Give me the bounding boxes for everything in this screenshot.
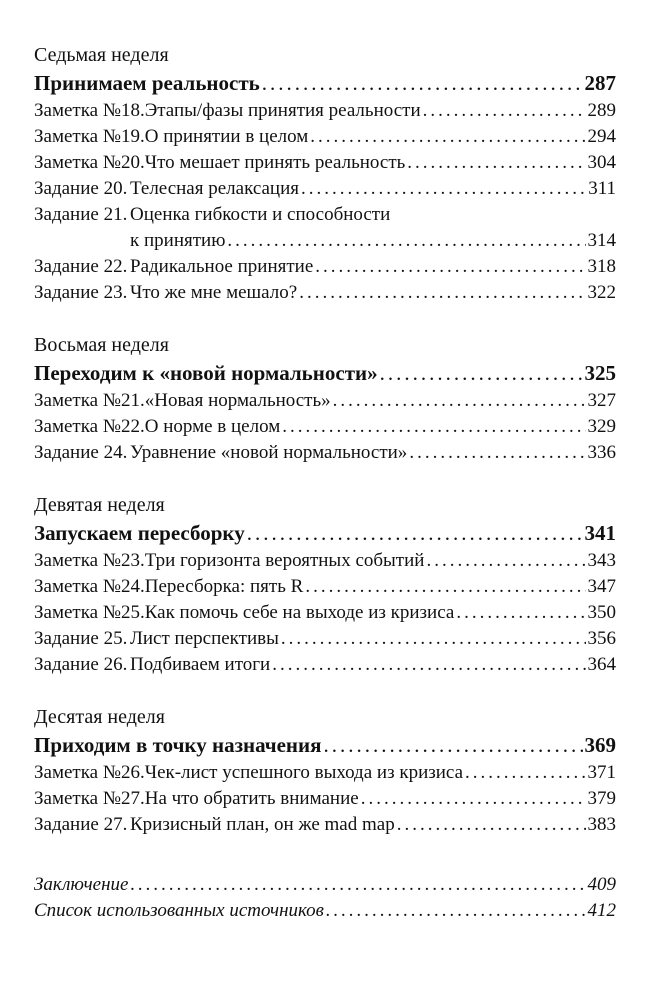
leader-dots bbox=[310, 124, 585, 150]
entry-title: «Новая нормальность» bbox=[144, 390, 331, 411]
week-label: Девятая неделя bbox=[34, 494, 165, 516]
entry-title: Лист перспективы bbox=[130, 628, 279, 649]
entry-title-continued: к принятию bbox=[130, 230, 226, 251]
page-number: 350 bbox=[587, 602, 616, 623]
toc-entry[interactable] bbox=[34, 280, 616, 306]
page-number: 329 bbox=[587, 416, 616, 437]
toc-entry[interactable] bbox=[34, 652, 616, 678]
page-number: 336 bbox=[587, 442, 616, 463]
page-number: 327 bbox=[587, 390, 616, 411]
entry-label: Заметка №23. bbox=[34, 550, 145, 571]
entry-label: Заметка №18. bbox=[34, 100, 145, 121]
leader-dots bbox=[423, 98, 586, 124]
entry-title: Телесная релаксация bbox=[130, 178, 300, 199]
toc-entry[interactable] bbox=[34, 574, 616, 600]
entry-label: Заметка №20. bbox=[34, 152, 145, 173]
page-number: 383 bbox=[587, 814, 616, 835]
leader-dots bbox=[301, 176, 586, 202]
entry-label: Задание 24. bbox=[34, 442, 128, 463]
page-number: 371 bbox=[587, 762, 616, 783]
page-number: 311 bbox=[588, 178, 616, 199]
leader-dots bbox=[333, 388, 586, 414]
leader-dots bbox=[247, 518, 583, 548]
toc-section-week-10 bbox=[34, 704, 616, 838]
entry-label: Заметка №26. bbox=[34, 762, 145, 783]
toc-entry[interactable] bbox=[34, 98, 616, 124]
entry-title: Заключение bbox=[34, 874, 129, 895]
entry-title: Этапы/фазы принятия реальности bbox=[144, 100, 421, 121]
page-number: 304 bbox=[587, 152, 616, 173]
chapter-title: Запускаем пересборку bbox=[34, 521, 245, 545]
entry-title: Подбиваем итоги bbox=[130, 654, 271, 675]
entry-label: Заметка №27. bbox=[34, 788, 145, 809]
page-number: 341 bbox=[584, 521, 616, 545]
leader-dots bbox=[272, 652, 585, 678]
week-label: Десятая неделя bbox=[34, 706, 165, 728]
toc-section-week-8 bbox=[34, 332, 616, 466]
entry-title: Как помочь себе на выходе из кризиса bbox=[144, 602, 455, 623]
leader-dots bbox=[409, 440, 585, 466]
entry-label: Задание 27. bbox=[34, 814, 128, 835]
page-number: 318 bbox=[587, 256, 616, 277]
toc-entry-references[interactable] bbox=[34, 898, 616, 924]
entry-title: Оценка гибкости и способности bbox=[130, 204, 391, 225]
toc-entry-conclusion[interactable] bbox=[34, 872, 616, 898]
toc-section-week-7 bbox=[34, 42, 616, 306]
page-number: 343 bbox=[587, 550, 616, 571]
page-number: 347 bbox=[587, 576, 616, 597]
page-number: 322 bbox=[587, 282, 616, 303]
toc-entry[interactable] bbox=[34, 812, 616, 838]
page-number: 294 bbox=[587, 126, 616, 147]
entry-title: Что же мне мешало? bbox=[130, 282, 298, 303]
toc-entry[interactable] bbox=[34, 388, 616, 414]
entry-title: Кризисный план, он же mad map bbox=[130, 814, 395, 835]
entry-label: Заметка №24. bbox=[34, 576, 145, 597]
page-number: 356 bbox=[587, 628, 616, 649]
leader-dots bbox=[227, 228, 585, 254]
toc-entry[interactable] bbox=[34, 202, 616, 228]
leader-dots bbox=[281, 626, 586, 652]
entry-label: Задание 26. bbox=[34, 654, 128, 675]
leader-dots bbox=[426, 548, 585, 574]
page-number: 289 bbox=[587, 100, 616, 121]
leader-dots bbox=[262, 68, 583, 98]
week-label: Восьмая неделя bbox=[34, 334, 169, 356]
entry-title: Три горизонта вероятных событий bbox=[144, 550, 425, 571]
toc-entry[interactable] bbox=[34, 176, 616, 202]
leader-dots bbox=[380, 358, 583, 388]
week-label: Седьмая неделя bbox=[34, 44, 169, 66]
entry-title: Пересборка: пять R bbox=[144, 576, 304, 597]
chapter-title: Принимаем реальность bbox=[34, 71, 260, 95]
page-number: 379 bbox=[587, 788, 616, 809]
page-number: 314 bbox=[587, 230, 616, 251]
toc-entry[interactable] bbox=[34, 786, 616, 812]
entry-title: Что мешает принять реальность bbox=[144, 152, 406, 173]
leader-dots bbox=[397, 812, 586, 838]
toc-end-matter bbox=[34, 872, 616, 924]
page-number: 409 bbox=[587, 874, 616, 895]
leader-dots bbox=[130, 872, 585, 898]
page-number: 364 bbox=[587, 654, 616, 675]
toc-entry[interactable] bbox=[34, 760, 616, 786]
page-number: 369 bbox=[584, 733, 616, 757]
entry-title: Чек-лист успешного выхода из кризиса bbox=[144, 762, 464, 783]
toc-entry[interactable] bbox=[34, 440, 616, 466]
entry-title: Радикальное принятие bbox=[130, 256, 314, 277]
toc-entry[interactable] bbox=[34, 626, 616, 652]
leader-dots bbox=[315, 254, 585, 280]
chapter-heading[interactable] bbox=[34, 730, 616, 760]
page-number: 325 bbox=[584, 361, 616, 385]
toc-entry[interactable] bbox=[34, 600, 616, 626]
toc-entry[interactable] bbox=[34, 548, 616, 574]
entry-title: Уравнение «новой нормальности» bbox=[130, 442, 408, 463]
leader-dots bbox=[282, 414, 585, 440]
entry-title: Список использованных источников bbox=[34, 900, 324, 921]
entry-label: Заметка №21. bbox=[34, 390, 145, 411]
chapter-heading[interactable] bbox=[34, 68, 616, 98]
leader-dots bbox=[299, 280, 585, 306]
leader-dots bbox=[465, 760, 585, 786]
chapter-title: Приходим в точку назначения bbox=[34, 733, 322, 757]
leader-dots bbox=[407, 150, 585, 176]
leader-dots bbox=[326, 898, 586, 924]
toc-entry[interactable] bbox=[34, 124, 616, 150]
leader-dots bbox=[361, 786, 586, 812]
page-number: 412 bbox=[587, 900, 616, 921]
chapter-heading[interactable] bbox=[34, 518, 616, 548]
entry-label: Задание 22. bbox=[34, 256, 128, 277]
chapter-heading[interactable] bbox=[34, 358, 616, 388]
page-number: 287 bbox=[584, 71, 616, 95]
entry-label: Заметка №19. bbox=[34, 126, 145, 147]
leader-dots bbox=[456, 600, 585, 626]
toc-section-week-9 bbox=[34, 492, 616, 678]
entry-label: Задание 23. bbox=[34, 282, 128, 303]
toc-entry-continued[interactable] bbox=[34, 228, 616, 254]
leader-dots bbox=[305, 574, 585, 600]
entry-label: Заметка №25. bbox=[34, 602, 145, 623]
leader-dots bbox=[324, 730, 583, 760]
toc-entry[interactable] bbox=[34, 150, 616, 176]
chapter-title: Переходим к «новой нормальности» bbox=[34, 361, 378, 385]
toc-entry[interactable] bbox=[34, 254, 616, 280]
entry-label: Задание 25. bbox=[34, 628, 128, 649]
entry-title: На что обратить внимание bbox=[144, 788, 359, 809]
entry-title: О принятии в целом bbox=[144, 126, 309, 147]
entry-label: Задание 21. bbox=[34, 204, 128, 225]
entry-title: О норме в целом bbox=[144, 416, 281, 437]
toc-entry[interactable] bbox=[34, 414, 616, 440]
entry-label: Заметка №22. bbox=[34, 416, 145, 437]
entry-label: Задание 20. bbox=[34, 178, 128, 199]
